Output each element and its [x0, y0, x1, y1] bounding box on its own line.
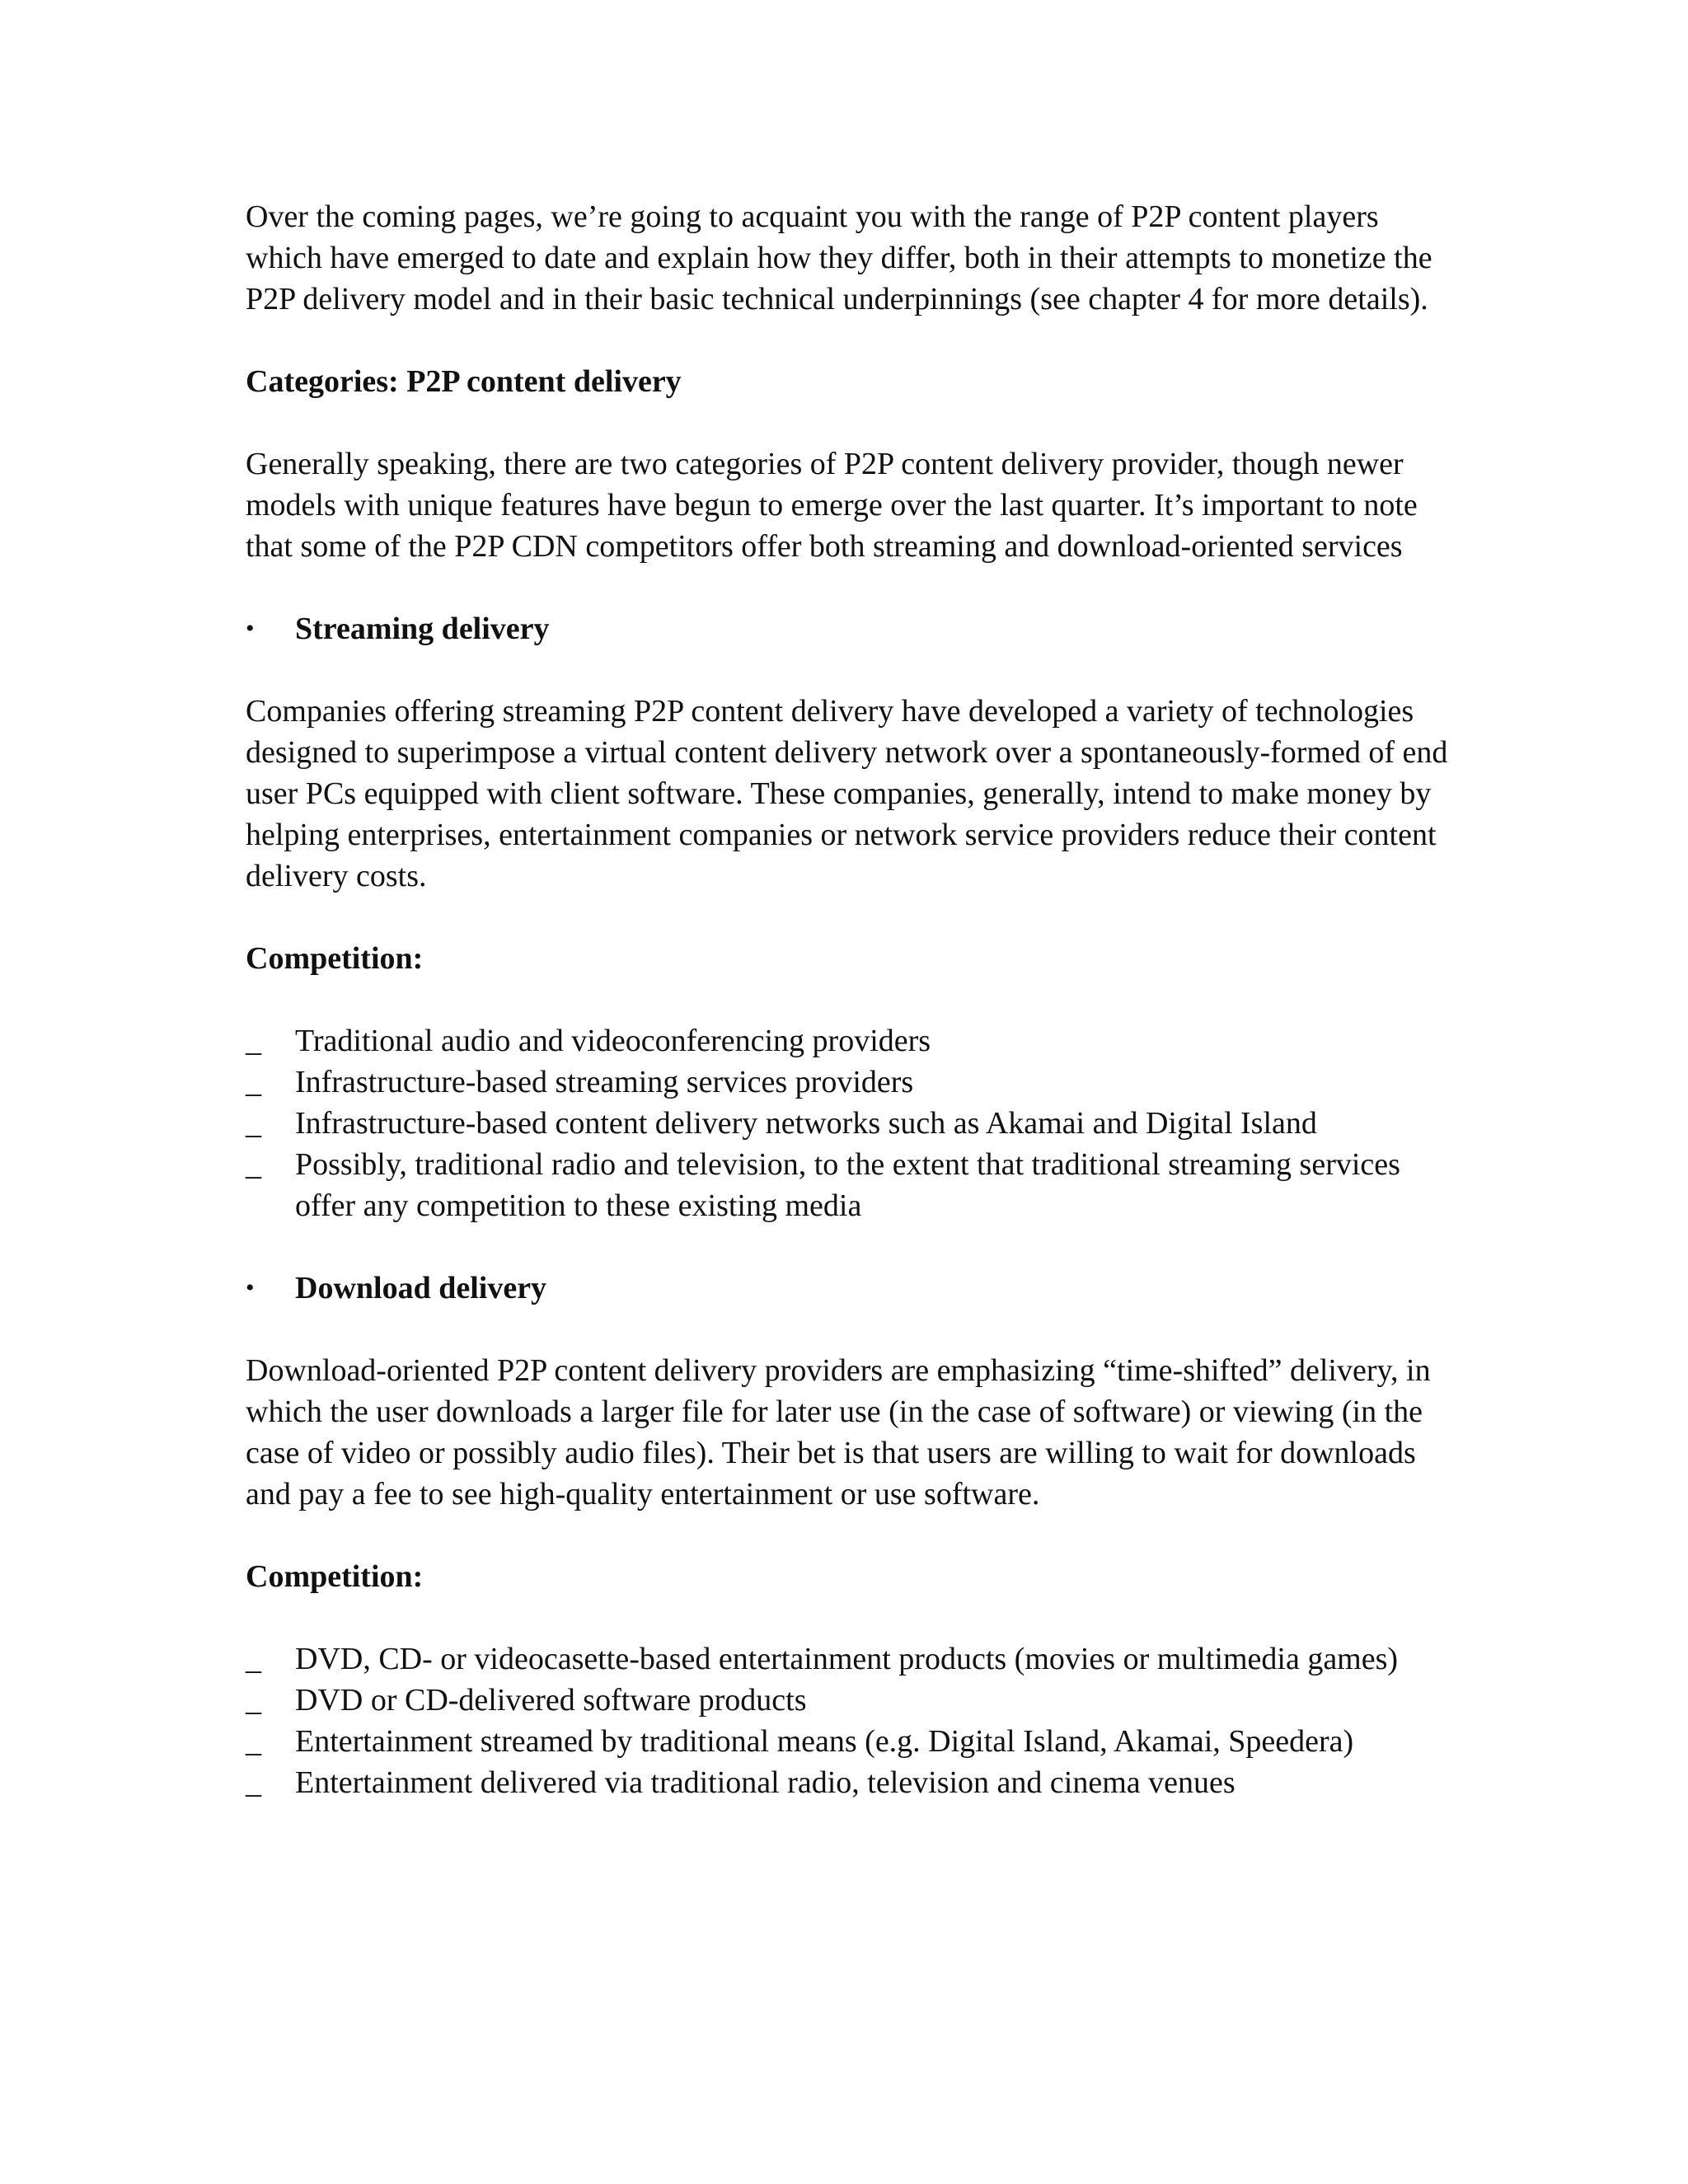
- download-heading: Download delivery: [295, 1271, 547, 1305]
- dash-marker: _: [246, 1065, 261, 1099]
- list-item-text: Entertainment delivered via traditional radio, television and cinema venues: [295, 1765, 1236, 1800]
- list-item: [246, 1721, 1449, 1762]
- download-paragraph: Download-oriented P2P content delivery providers are emphasizing “time-shifted” delivery, in which the user downloads a larger file for later use (in the case of software) or viewing (in the case of video or possibly audio files). Their bet is that users are willing to wait for downloads and pay a fee to see high-quality entertainment or use software.: [246, 1353, 1431, 1511]
- categories-paragraph: Generally speaking, there are two categories of P2P content delivery provider, though newer models with unique features have begun to emerge over the last quarter. It’s important to note that some of the P2P CDN competitors offer both streaming and download-oriented services: [246, 447, 1418, 564]
- list-item-text: Possibly, traditional radio and television, to the extent that traditional streaming services offer any competition to these existing media: [295, 1147, 1400, 1223]
- document-page: [246, 196, 1449, 1844]
- dash-marker: _: [246, 1683, 261, 1718]
- dash-marker: _: [246, 1106, 261, 1141]
- download-heading-row: [246, 1268, 1449, 1309]
- list-item: [246, 1638, 1449, 1680]
- dash-marker: _: [246, 1765, 261, 1800]
- streaming-competition-list: [246, 1020, 1449, 1226]
- dash-marker: _: [246, 1147, 261, 1182]
- list-item-text: DVD, CD- or videocasette-based entertainment products (movies or multimedia games): [295, 1642, 1399, 1676]
- list-item: [246, 1103, 1449, 1144]
- streaming-heading-row: [246, 608, 1449, 649]
- list-item: [246, 1762, 1449, 1803]
- download-competition-list: [246, 1638, 1449, 1803]
- dash-marker: _: [246, 1724, 261, 1759]
- list-item-text: Entertainment streamed by traditional means (e.g. Digital Island, Akamai, Speedera): [295, 1724, 1354, 1759]
- list-item-text: Infrastructure-based streaming services providers: [295, 1065, 914, 1099]
- dash-marker: _: [246, 1024, 261, 1058]
- bullet-icon: •: [246, 615, 255, 642]
- list-item-text: DVD or CD-delivered software products: [295, 1683, 807, 1718]
- list-item: [246, 1680, 1449, 1721]
- list-item: [246, 1062, 1449, 1103]
- bullet-icon: •: [246, 1274, 255, 1301]
- streaming-competition-heading: Competition:: [246, 941, 424, 976]
- list-item-text: Traditional audio and videoconferencing providers: [295, 1024, 931, 1058]
- intro-paragraph: Over the coming pages, we’re going to acquaint you with the range of P2P content players which have emerged to date and explain how they differ, both in their attempts to monetize the P2P delivery model and in their basic technical underpinnings (see chapter 4 for more details).: [246, 199, 1432, 316]
- streaming-heading: Streaming delivery: [295, 612, 550, 646]
- list-item: [246, 1144, 1449, 1226]
- list-item: [246, 1020, 1449, 1062]
- list-item-text: Infrastructure-based content delivery networks such as Akamai and Digital Island: [295, 1106, 1317, 1141]
- categories-heading: Categories: P2P content delivery: [246, 364, 682, 399]
- dash-marker: _: [246, 1642, 261, 1676]
- download-competition-heading: Competition:: [246, 1559, 424, 1594]
- streaming-paragraph: Companies offering streaming P2P content delivery have developed a variety of technologies designed to superimpose a virtual content delivery network over a spontaneously-formed of end user PCs equipped with client software. These companies, generally, intend to make money by helping enterprises, entertainment companies or network service providers reduce their content delivery costs.: [246, 694, 1448, 893]
